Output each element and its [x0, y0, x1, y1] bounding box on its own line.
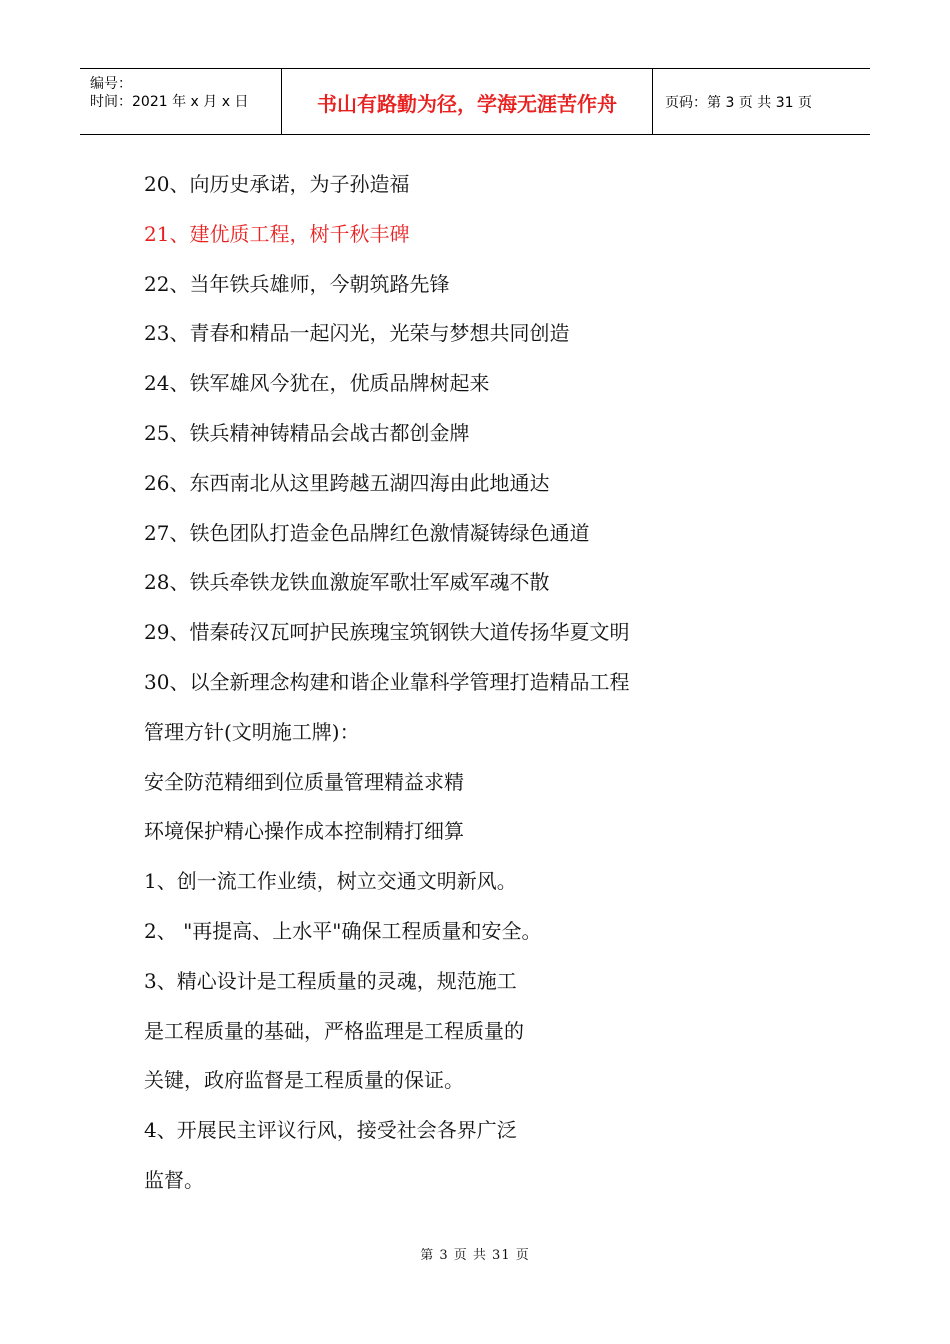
text-line: 关键，政府监督是工程质量的保证。	[144, 1068, 464, 1093]
text-line: 4、开展民主评议行风，接受社会各界广泛	[144, 1118, 517, 1143]
text-line: 2、 "再提高、上水平"确保工程质量和安全。	[144, 918, 542, 943]
text-line: 20、向历史承诺，为子孙造福	[144, 172, 410, 196]
text-line: 环境保护精心操作成本控制精打细算	[144, 819, 464, 844]
text-line: 22、当年铁兵雄师，今朝筑路先锋	[144, 271, 450, 296]
header-page-info: 页码：第 3 页 共 31 页	[665, 95, 812, 111]
header-meta	[90, 75, 248, 111]
text-line: 29、惜秦砖汉瓦呵护民族瑰宝筑钢铁大道传扬华夏文明	[144, 620, 630, 645]
text-line: 监督。	[144, 1167, 204, 1192]
document-number-label: 编号：	[90, 76, 132, 92]
text-line: 27、铁色团队打造金色品牌红色激情凝铸绿色通道	[144, 520, 590, 545]
text-line: 25、铁兵精神铸精品会战古都创金牌	[144, 420, 470, 445]
text-line: 1、创一流工作业绩，树立交通文明新风。	[144, 869, 517, 894]
text-line: 28、铁兵牵铁龙铁血激旋军歌壮军威军魂不散	[144, 570, 550, 595]
document-body	[144, 166, 864, 1212]
page-header	[80, 68, 870, 135]
text-line: 21、建优质工程，树千秋丰碑	[144, 221, 410, 246]
text-line: 管理方针(文明施工牌)：	[144, 719, 360, 744]
text-line: 是工程质量的基础，严格监理是工程质量的	[144, 1018, 524, 1043]
text-line: 23、青春和精品一起闪光，光荣与梦想共同创造	[144, 321, 570, 346]
text-line: 30、以全新理念构建和谐企业靠科学管理打造精品工程	[144, 669, 630, 694]
header-motto: 书山有路勤为径，学海无涯苦作舟	[317, 91, 617, 116]
header-divider	[652, 69, 653, 135]
text-line: 安全防范精细到位质量管理精益求精	[144, 769, 464, 794]
page-footer: 第 3 页 共 31 页	[420, 1248, 530, 1263]
text-line: 26、东西南北从这里跨越五湖四海由此地通达	[144, 470, 550, 495]
document-time-label: 时间：2021 年 x 月 x 日	[90, 94, 249, 110]
text-line: 24、铁军雄风今犹在，优质品牌树起来	[144, 371, 490, 396]
text-line: 3、精心设计是工程质量的灵魂，规范施工	[144, 968, 517, 993]
